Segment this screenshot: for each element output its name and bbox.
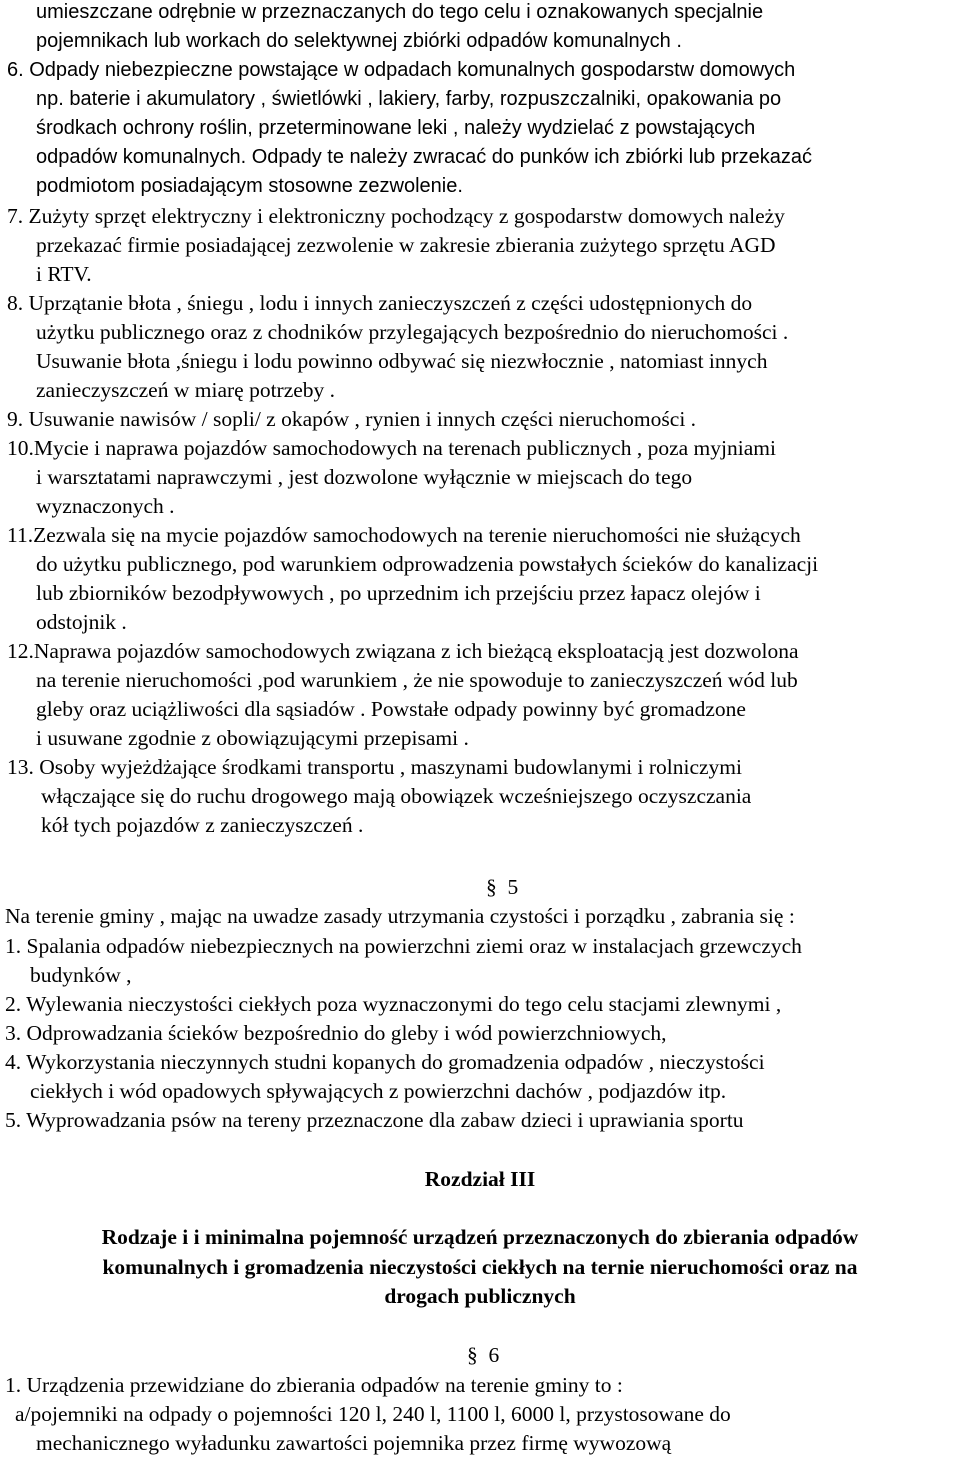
section-sign-icon: § — [467, 1343, 478, 1367]
text-line: Usuwanie błota ,śniegu i lodu powinno odbywać się niezwłocznie , natomiast innych — [36, 349, 768, 373]
text-line: podmiotom posiadającym stosowne zezwolenie. — [36, 175, 463, 197]
section-sign-icon: § — [486, 875, 497, 899]
prohibition-item-5: 5. Wyprowadzania psów na tereny przeznaczone dla zabaw dzieci i uprawiania sportu — [5, 1108, 744, 1132]
section-intro: Na terenie gminy , mając na uwadze zasady utrzymania czystości i porządku , zabrania się : — [5, 904, 795, 928]
text-line: pojemnikach lub workach do selektywnej zbiórki odpadów komunalnych . — [36, 30, 682, 52]
text-line: budynków , — [30, 963, 132, 987]
section-heading-6 — [467, 1341, 499, 1370]
text-line: i RTV. — [36, 262, 92, 286]
text-line: ciekłych i wód opadowych spływających z powierzchni dachów , podjazdów itp. — [30, 1079, 727, 1103]
text-line: umieszczane odrębnie w przeznaczanych do tego celu i oznakowanych specjalnie — [36, 1, 764, 23]
list-item-7: 7. Zużyty sprzęt elektryczny i elektroniczny pochodzący z gospodarstw domowych należy — [7, 204, 785, 228]
text-line: odstojnik . — [36, 610, 127, 634]
device-item-1: 1. Urządzenia przewidziane do zbierania odpadów na terenie gminy to : — [5, 1373, 623, 1397]
text-line: i warsztatami naprawczymi , jest dozwolone wyłącznie w miejscach do tego — [36, 465, 693, 489]
chapter-heading: Rozdział III — [424, 1167, 536, 1191]
text-line: mechanicznego wyładunku zawartości pojemnika przez firmę wywozową — [36, 1431, 672, 1455]
text-line: przekazać firmie posiadającej zezwolenie w zakresie zbierania zużytego sprzętu AGD — [36, 233, 776, 257]
text-line: kół tych pojazdów z zanieczyszczeń . — [41, 813, 364, 837]
text-line: włączające się do ruchu drogowego mają obowiązek wcześniejszego oczyszczania — [41, 784, 752, 808]
chapter-title-line: komunalnych i gromadzenia nieczystości ciekłych na ternie nieruchomości oraz na — [102, 1255, 858, 1279]
text-line: środkach ochrony roślin, przeterminowane leki , należy wydzielać z powstających — [36, 117, 756, 139]
text-line: zanieczyszczeń w miarę potrzeby . — [36, 378, 336, 402]
text-line: odpadów komunalnych. Odpady te należy zwracać do punków ich zbiórki lub przekazać — [36, 146, 812, 168]
text-line: np. baterie i akumulatory , świetlówki , lakiery, farby, rozpuszczalniki, opakowania po — [36, 88, 782, 110]
text-line: gleby oraz uciążliwości dla sąsiadów . Powstałe odpady powinny być gromadzone — [36, 697, 746, 721]
list-item-11: 11.Zezwala się na mycie pojazdów samochodowych na terenie nieruchomości nie służących — [7, 523, 801, 547]
text-line: a/pojemniki na odpady o pojemności 120 l, 240 l, 1100 l, 6000 l, przystosowane do — [15, 1402, 731, 1426]
text-line: i usuwane zgodnie z obowiązującymi przepisami . — [36, 726, 469, 750]
list-item-12: 12.Naprawa pojazdów samochodowych związana z ich bieżącą eksploatacją jest dozwolona — [7, 639, 799, 663]
chapter-title-line: Rodzaje i i minimalna pojemność urządzeń przeznaczonych do zbierania odpadów — [101, 1225, 859, 1249]
text-line: na terenie nieruchomości ,pod warunkiem , że nie spowoduje to zanieczyszczeń wód lub — [36, 668, 798, 692]
prohibition-item-1: 1. Spalania odpadów niebezpiecznych na powierzchni ziemi oraz w instalacjach grzewczych — [5, 934, 802, 958]
list-item-13: 13. Osoby wyjeżdżające środkami transportu , maszynami budowlanymi i rolniczymi — [7, 755, 742, 779]
text-line: lub zbiorników bezodpływowych , po uprzednim ich przejściu przez łapacz olejów i — [36, 581, 761, 605]
text-line: do użytku publicznego, pod warunkiem odprowadzenia powstałych ścieków do kanalizacji — [36, 552, 819, 576]
chapter-title-line: drogach publicznych — [384, 1284, 576, 1308]
section-number: 5 — [507, 875, 519, 899]
prohibition-item-2: 2. Wylewania nieczystości ciekłych poza wyznaczonymi do tego celu stacjami zlewnymi , — [5, 992, 782, 1016]
prohibition-item-4: 4. Wykorzystania nieczynnych studni kopanych do gromadzenia odpadów , nieczystości — [5, 1050, 765, 1074]
list-item-8: 8. Uprzątanie błota , śniegu , lodu i innych zanieczyszczeń z części udostępnionych do — [7, 291, 753, 315]
list-item-6: 6. Odpady niebezpieczne powstające w odpadach komunalnych gospodarstw domowych — [7, 59, 796, 81]
prohibition-item-3: 3. Odprowadzania ścieków bezpośrednio do gleby i wód powierzchniowych, — [5, 1021, 667, 1045]
text-line: użytku publicznego oraz z chodników przylegających bezpośrednio do nieruchomości . — [36, 320, 789, 344]
list-item-9: 9. Usuwanie nawisów / sopli/ z okapów , rynien i innych części nieruchomości . — [7, 407, 697, 431]
section-heading-5 — [486, 873, 518, 902]
text-line: wyznaczonych . — [36, 494, 175, 518]
section-number: 6 — [488, 1343, 500, 1367]
list-item-10: 10.Mycie i naprawa pojazdów samochodowych na terenach publicznych , poza myjniami — [7, 436, 776, 460]
